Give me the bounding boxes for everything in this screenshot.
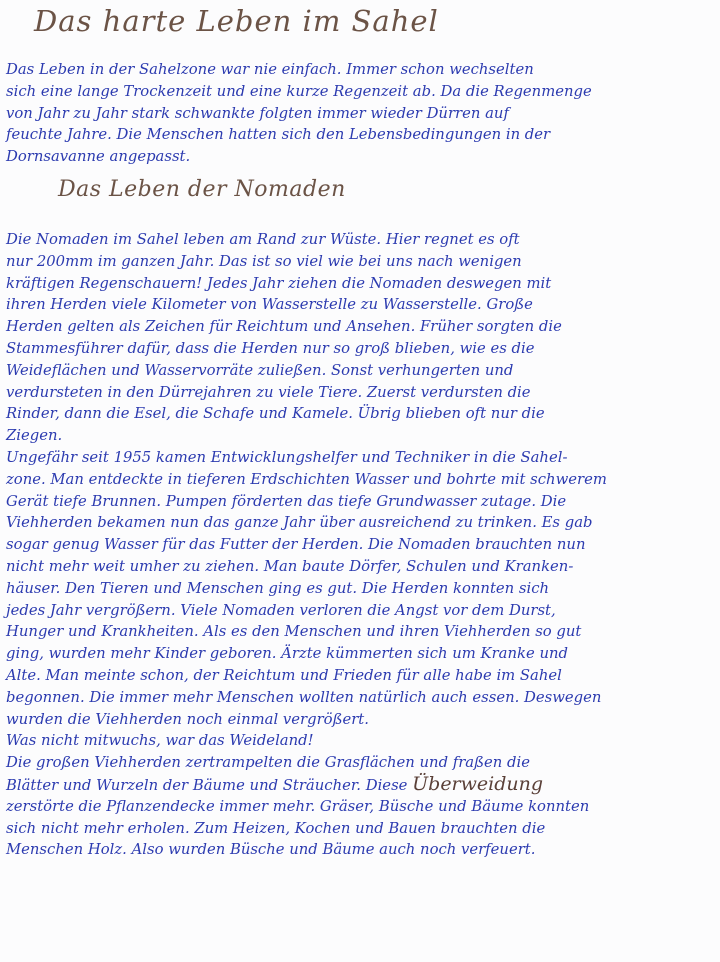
text-line: wurden die Viehherden noch einmal vergrößert. — [6, 710, 369, 728]
text-fragment: Blätter und Wurzeln der Bäume und Sträucher. Diese — [6, 776, 408, 794]
section-heading: Das Leben der Nomaden — [58, 177, 346, 202]
text-line: verdursteten in den Dürrejahren zu viele Tiere. Zuerst verdursten die — [6, 383, 531, 401]
text-line — [6, 774, 718, 796]
text-line: von Jahr zu Jahr stark schwankte folgten immer wieder Dürren auf — [6, 104, 509, 122]
text-line: ihren Herden viele Kilometer von Wasserstelle zu Wasserstelle. Große — [6, 296, 533, 314]
text-line: sogar genug Wasser für das Futter der Herden. Die Nomaden brauchten nun — [6, 536, 586, 554]
text-line: Menschen Holz. Also wurden Büsche und Bäume auch noch verfeuert. — [6, 841, 536, 859]
text-line: Hunger und Krankheiten. Als es den Menschen und ihren Viehherden so gut — [6, 623, 582, 641]
text-line: Rinder, dann die Esel, die Schafe und Kamele. Übrig blieben oft nur die — [6, 405, 545, 423]
text-line: zerstörte die Pflanzendecke immer mehr. Gräser, Büsche und Bäume konnten — [6, 797, 590, 815]
text-line: Stammesführer dafür, dass die Herden nur so groß blieben, wie es die — [6, 339, 535, 357]
text-line: feuchte Jahre. Die Menschen hatten sich den Lebensbedingungen in der — [6, 126, 551, 144]
text-line: Die Nomaden im Sahel leben am Rand zur Wüste. Hier regnet es oft — [6, 231, 520, 248]
intro-paragraph — [6, 59, 718, 168]
text-line: sich nicht mehr erholen. Zum Heizen, Kochen und Bauen brauchten die — [6, 819, 546, 837]
text-line: Was nicht mitwuchs, war das Weideland! — [6, 732, 314, 750]
text-line: Herden gelten als Zeichen für Reichtum und Ansehen. Früher sorgten die — [6, 318, 562, 336]
text-line: Alte. Man meinte schon, der Reichtum und Frieden für alle habe im Sahel — [6, 666, 562, 684]
body-text — [6, 229, 718, 861]
text-line: Viehherden bekamen nun das ganze Jahr über ausreichend zu trinken. Es gab — [6, 514, 593, 532]
text-line: kräftigen Regenschauern! Jedes Jahr ziehen die Nomaden deswegen mit — [6, 274, 552, 292]
text-line: Das Leben in der Sahelzone war nie einfach. Immer schon wechselten — [6, 61, 534, 78]
text-line: Dornsavanne angepasst. — [6, 148, 191, 166]
text-line: nur 200mm im ganzen Jahr. Das ist so viel wie bei uns nach wenigen — [6, 252, 522, 270]
text-line: häuser. Den Tieren und Menschen ging es gut. Die Herden konnten sich — [6, 579, 550, 597]
text-line: sich eine lange Trockenzeit und eine kurze Regenzeit ab. Da die Regenmenge — [6, 82, 592, 100]
text-line: Die großen Viehherden zertrampelten die Grasflächen und fraßen die — [6, 754, 530, 772]
text-line: jedes Jahr vergrößern. Viele Nomaden verloren die Angst vor dem Durst, — [6, 601, 556, 619]
text-line: nicht mehr weit umher zu ziehen. Man baute Dörfer, Schulen und Kranken- — [6, 557, 574, 575]
keyword-highlight: Überweidung — [412, 772, 544, 795]
text-line: ging, wurden mehr Kinder geboren. Ärzte kümmerten sich um Kranke und — [6, 645, 568, 663]
text-line: begonnen. Die immer mehr Menschen wollten natürlich auch essen. Deswegen — [6, 688, 602, 706]
text-line: Ungefähr seit 1955 kamen Entwicklungshelfer und Techniker in die Sahel- — [6, 448, 568, 466]
text-line: Weideflächen und Wasservorräte zuließen. Sonst verhungerten und — [6, 361, 514, 379]
text-line: zone. Man entdeckte in tieferen Erdschichten Wasser und bohrte mit schwerem — [6, 470, 607, 488]
page-title: Das harte Leben im Sahel — [34, 4, 439, 38]
text-line: Ziegen. — [6, 427, 63, 445]
text-line: Gerät tiefe Brunnen. Pumpen förderten das tiefe Grundwasser zutage. Die — [6, 492, 567, 510]
